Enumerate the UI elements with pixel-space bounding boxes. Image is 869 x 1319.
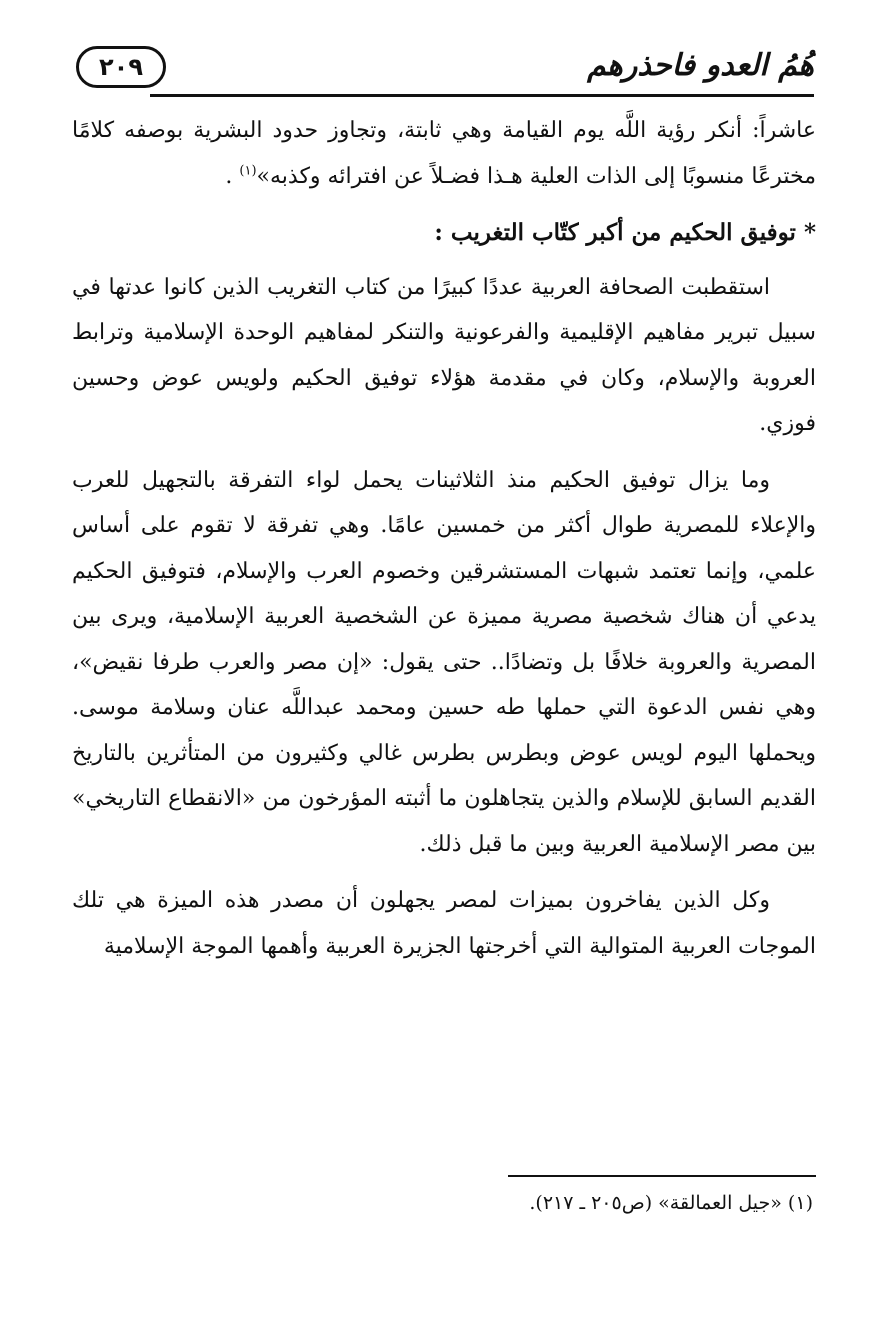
footnote-reference: (١) bbox=[239, 163, 257, 179]
header-rule bbox=[150, 94, 814, 97]
asterisk-marker: * bbox=[803, 219, 816, 246]
footnote-rule bbox=[508, 1175, 816, 1177]
paragraph-1-end: . bbox=[225, 163, 240, 189]
paragraph-1-text: عاشراً: أنكر رؤية اللَّه يوم القيامة وهي ثابتة، وتجاوز حدود البشرية بوصفه كلامًا مخترعًا منسوبًا إلى الذات العلية هـذا فضـلاً عن افترائه وكذبه» bbox=[72, 118, 816, 189]
section-heading bbox=[72, 210, 816, 256]
paragraph-4: وكل الذين يفاخرون بميزات لمصر يجهلون أن مصدر هذه الميزة هي تلك الموجات العربية المتوالية التي أخرجتها الجزيرة العربية وأهمها الموجة الإسلامية bbox=[72, 888, 816, 959]
page-header bbox=[76, 40, 814, 98]
page-body bbox=[72, 108, 816, 980]
paragraph-1 bbox=[72, 108, 816, 199]
paragraph-3: وما يزال توفيق الحكيم منذ الثلاثينات يحمل لواء التفرقة بالتجهيل للعرب والإعلاء للمصرية طوال أكثر من خمسين عامًا. وهي تفرقة لا تقوم على أساس علمي، وإنما تعتمد شبهات المستشرقين وخصوم العرب والإسلام، فتوفيق الحكيم يدعي أن هناك شخصية مصرية مميزة عن الشخصية العربية الإسلامية، ويرى بين المصرية والعروبة خلافًا بل وتضادًا.. حتى يقول: «إن مصر والعرب طرفا نقيض»، وهي نفس الدعوة التي حملها طه حسين ومحمد عبداللَّه عنان وسلامة موسى. ويحملها اليوم لويس عوض وبطرس بطرس غالي وكثيرون من المتأثرين بالتاريخ القديم السابق للإسلام والذين يتجاهلون ما أثبته المؤرخون من «الانقطاع التاريخي» بين مصر الإسلامية العربية وبين ما قبل ذلك. bbox=[72, 467, 816, 857]
page-number: ٢٠٩ bbox=[76, 46, 166, 88]
footnote: (١) «جيل العمالقة» (ص٢٠٥ ـ ٢١٧). bbox=[529, 1192, 813, 1214]
running-title: هُمُ العدو فاحذرهم bbox=[587, 48, 814, 83]
paragraph-2: استقطبت الصحافة العربية عددًا كبيرًا من كتاب التغريب الذين كانوا عدتها في سبيل تبرير مفاهيم الإقليمية والفرعونية والتنكر لمفاهيم الوحدة الإسلامية وترابط العروبة والإسلام، وكان في مقدمة هؤلاء توفيق الحكيم ولويس عوض وحسين فوزي. bbox=[72, 274, 816, 436]
section-heading-text: توفيق الحكيم من أكبر كتّاب التغريب : bbox=[434, 219, 796, 246]
